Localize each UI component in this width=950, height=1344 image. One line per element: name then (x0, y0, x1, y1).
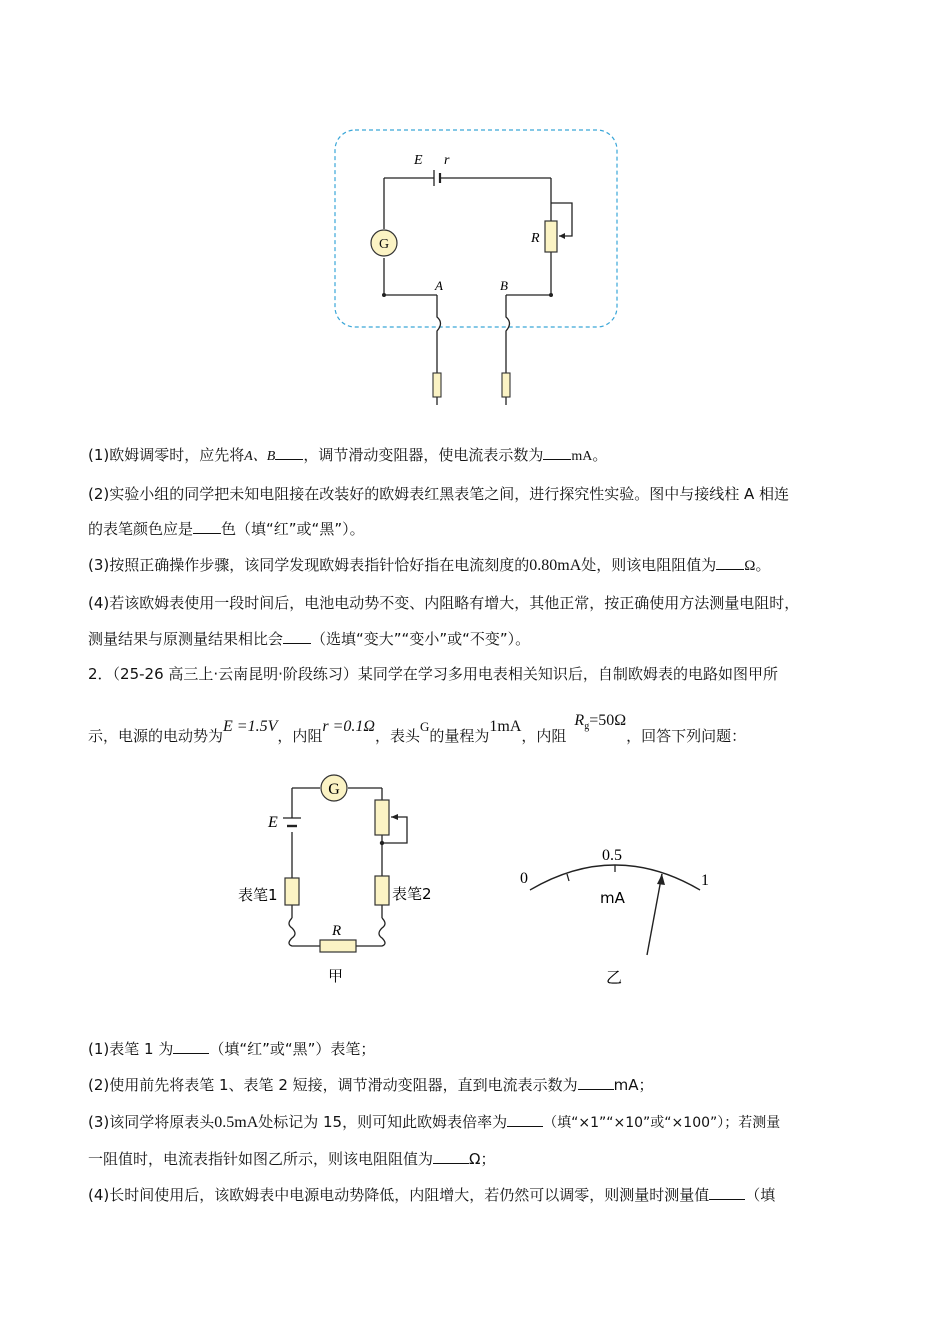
svg-text:0: 0 (520, 870, 528, 887)
svg-text:表笔2: 表笔2 (392, 885, 432, 903)
svg-text:mA: mA (600, 889, 625, 907)
svg-text:G: G (328, 781, 340, 798)
svg-text:乙: 乙 (606, 968, 623, 987)
meter-pointer (647, 874, 662, 955)
q2-part3-line2: 一阻值时，电流表指针如图乙所示，则该电阻阻值为 Ω； (88, 1150, 496, 1168)
pen1-icon (285, 878, 299, 905)
dashed-enclosure (335, 130, 617, 327)
answer-blank[interactable] (193, 519, 221, 534)
resistor-r-icon (320, 940, 356, 952)
answer-blank[interactable] (709, 1185, 745, 1200)
q1-part2-line2: 的表笔颜色应是 色（填“红”或“黑”）。 (88, 520, 365, 538)
answer-blank[interactable] (173, 1039, 209, 1054)
q1-part3: (3)按照正确操作步骤，该同学发现欧姆表指针恰好指在电流刻度的0.80mA处，则该电阻阻值为 Ω。 (88, 556, 771, 574)
pen2-icon (375, 876, 389, 905)
svg-text:R: R (531, 231, 540, 246)
q1-part1: (1)欧姆调零时，应先将A、B ，调节滑动变阻器，使电流表示数为 mA。 (88, 446, 608, 464)
svg-text:E: E (268, 814, 278, 831)
answer-blank[interactable] (433, 1149, 469, 1164)
answer-blank[interactable] (578, 1075, 614, 1090)
svg-text:r: r (444, 153, 450, 168)
answer-blank[interactable] (543, 445, 571, 460)
rheostat-icon (375, 800, 389, 835)
q2-part2: (2)使用前先将表笔 1、表笔 2 短接，调节滑动变阻器，直到电流表示数为 mA； (88, 1076, 654, 1094)
answer-blank[interactable] (275, 445, 303, 460)
svg-text:R: R (332, 923, 342, 939)
q2-part4: (4)长时间使用后，该欧姆表中电源电动势降低，内阻增大，若仍然可以调零，则测量时测量值 （填 (88, 1186, 776, 1204)
answer-blank[interactable] (283, 629, 311, 644)
rheostat-icon (545, 221, 557, 252)
figure-yi-meter (510, 840, 725, 990)
q2-part3-line1: (3)该同学将原表头0.5mA处标记为 15，则可知此欧姆表倍率为 （填“×1”“×10”或“×100”）；若测量 (88, 1113, 781, 1131)
svg-text:A: A (435, 278, 443, 293)
galvanometer-label: G (378, 237, 390, 252)
svg-text:甲: 甲 (328, 967, 344, 985)
svg-text:表笔1: 表笔1 (238, 886, 278, 904)
q1-part2-line1: (2)实验小组的同学把未知电阻接在改装好的欧姆表红黑表笔之间，进行探究性实验。图中与接线柱 A 相连 (88, 485, 790, 503)
q2-intro-line1: 2．（25-26 高三上·云南昆明·阶段练习）某同学在学习多用电表相关知识后，自制欧姆表的电路如图甲所 (88, 665, 778, 683)
q1-part4-line2: 测量结果与原测量结果相比会 （选填“变大”“变小”或“不变”）。 (88, 630, 531, 648)
answer-blank[interactable] (716, 555, 744, 570)
figure-ohmmeter-circuit (330, 125, 625, 410)
svg-text:E: E (414, 153, 423, 168)
svg-text:B: B (500, 278, 508, 293)
svg-text:1: 1 (701, 872, 709, 889)
probe-a-icon (433, 373, 441, 397)
q2-intro-line2: 示，电源的电动势为E =1.5V，内阻r =0.1Ω，表头G的量程为1mA，内阻$R_g=50\Omega$，回答下列问题： (88, 712, 747, 745)
q2-part1: (1)表笔 1 为 （填“红”或“黑”）表笔； (88, 1040, 376, 1058)
svg-text:0.5: 0.5 (602, 847, 622, 864)
probe-b-icon (502, 373, 510, 397)
answer-blank[interactable] (507, 1112, 543, 1127)
q1-part4-line1: (4)若该欧姆表使用一段时间后，电池电动势不变、内阻略有增大，其他正常，按正确使用方法测量电阻时， (88, 594, 800, 612)
figure-jia-circuit (232, 770, 432, 992)
